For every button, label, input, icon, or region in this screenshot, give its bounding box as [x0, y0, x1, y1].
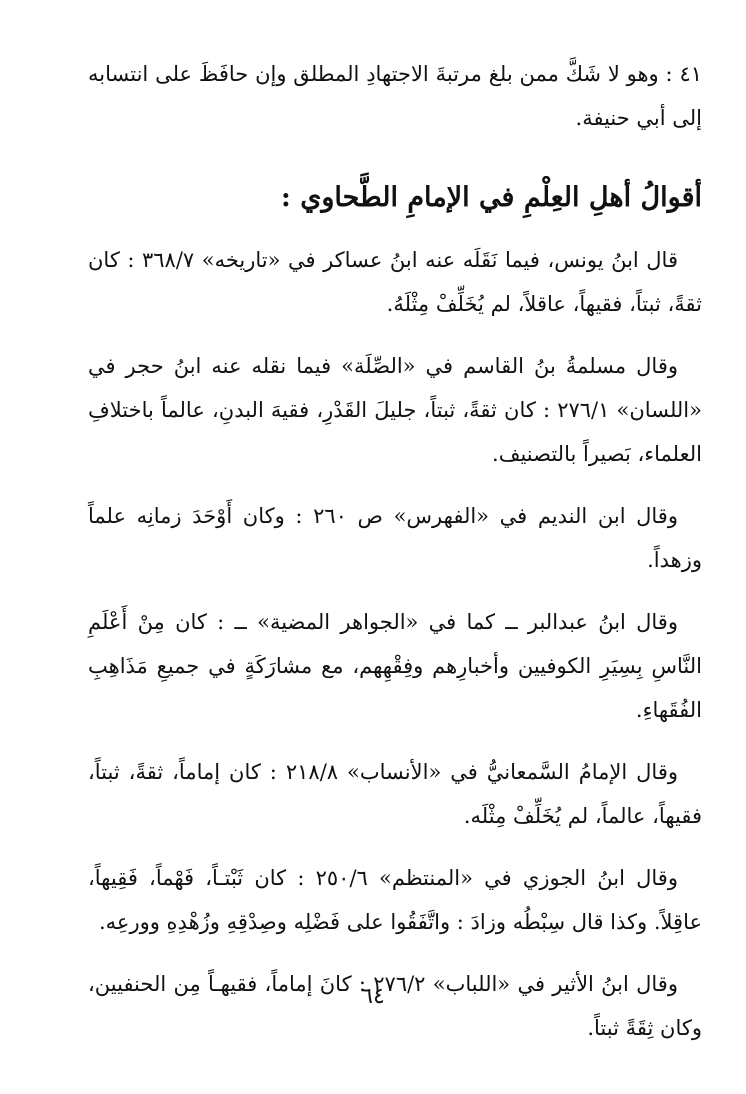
quote-maslama: وقال مسلمةُ بنُ القاسم في «الصِّلَة» فيما نقله عنه ابنُ حجر في «اللسان» ٢٧٦/١ : كان ثقةً، ثبتاً، جليلَ القَدْرِ، فقيهَ البدنِ، عالماً باختلافِ العلماء، بَصيراً بالتصنيف.	[88, 354, 702, 466]
page-body	[88, 52, 702, 1068]
page-number: ٦٤	[361, 984, 385, 1009]
quote-ibn-al-jawzi: وقال ابنُ الجوزي في «المنتظم» ٢٥٠/٦ : كان ثَبْتـاً، فَهْماً، فَقِيهاً، عاقِلاً. وكذا قال سِبْطُه وزادَ : واتَّفَقُوا على فَضْلِه وصِدْقِهِ وزُهْدِهِ وورعِه.	[88, 866, 702, 934]
quote-ibn-al-athir: وقال ابنُ الأثير في «اللباب» ٢٧٦/٢ : كانَ إماماً، فقيهـاً مِن الحنفيين، وكان ثِقَةً ثبتاً.	[88, 972, 702, 1040]
quote-al-samani: وقال الإمامُ السَّمعانيُّ في «الأنساب» ٢١٨/٨ : كان إماماً، ثقةً، ثبتاً، فقيهاً، عالماً، لم يُخَلِّفْ مِثْلَه.	[88, 760, 702, 828]
intro-paragraph: ٤١ : وهو لا شَكَّ ممن بلغ مرتبةَ الاجتهادِ المطلق وإن حافَظَ على انتسابه إلى أبي حنيفة.	[88, 62, 702, 130]
quote-ibn-al-nadim: وقال ابن النديم في «الفهرس» ص ٢٦٠ : وكان أَوْحَدَ زمانِه علماً وزهداً.	[88, 504, 702, 572]
quote-ibn-yunus: قال ابنُ يونس، فيما نَقَلَه عنه ابنُ عساكر في «تاريخه» ٣٦٨/٧ : كان ثقةً، ثبتاً، فقيهاً، عاقلاً، لم يُخَلِّفْ مِثْلَهُ.	[88, 248, 702, 316]
section-heading: أقوالُ أهلِ العِلْمِ في الإمامِ الطَّحاوي :	[280, 182, 702, 213]
quote-ibn-abd-al-barr: وقال ابنُ عبدالبر ــ كما في «الجواهر المضية» ــ : كان مِنْ أَعْلَمِ النَّاسِ بِسِيَرِ الكوفيين وأخبارِهم وفِقْهِهم، مع مشارَكَةٍ في جميعِ مَذَاهِبِ الفُقَهاءِ.	[88, 610, 702, 722]
